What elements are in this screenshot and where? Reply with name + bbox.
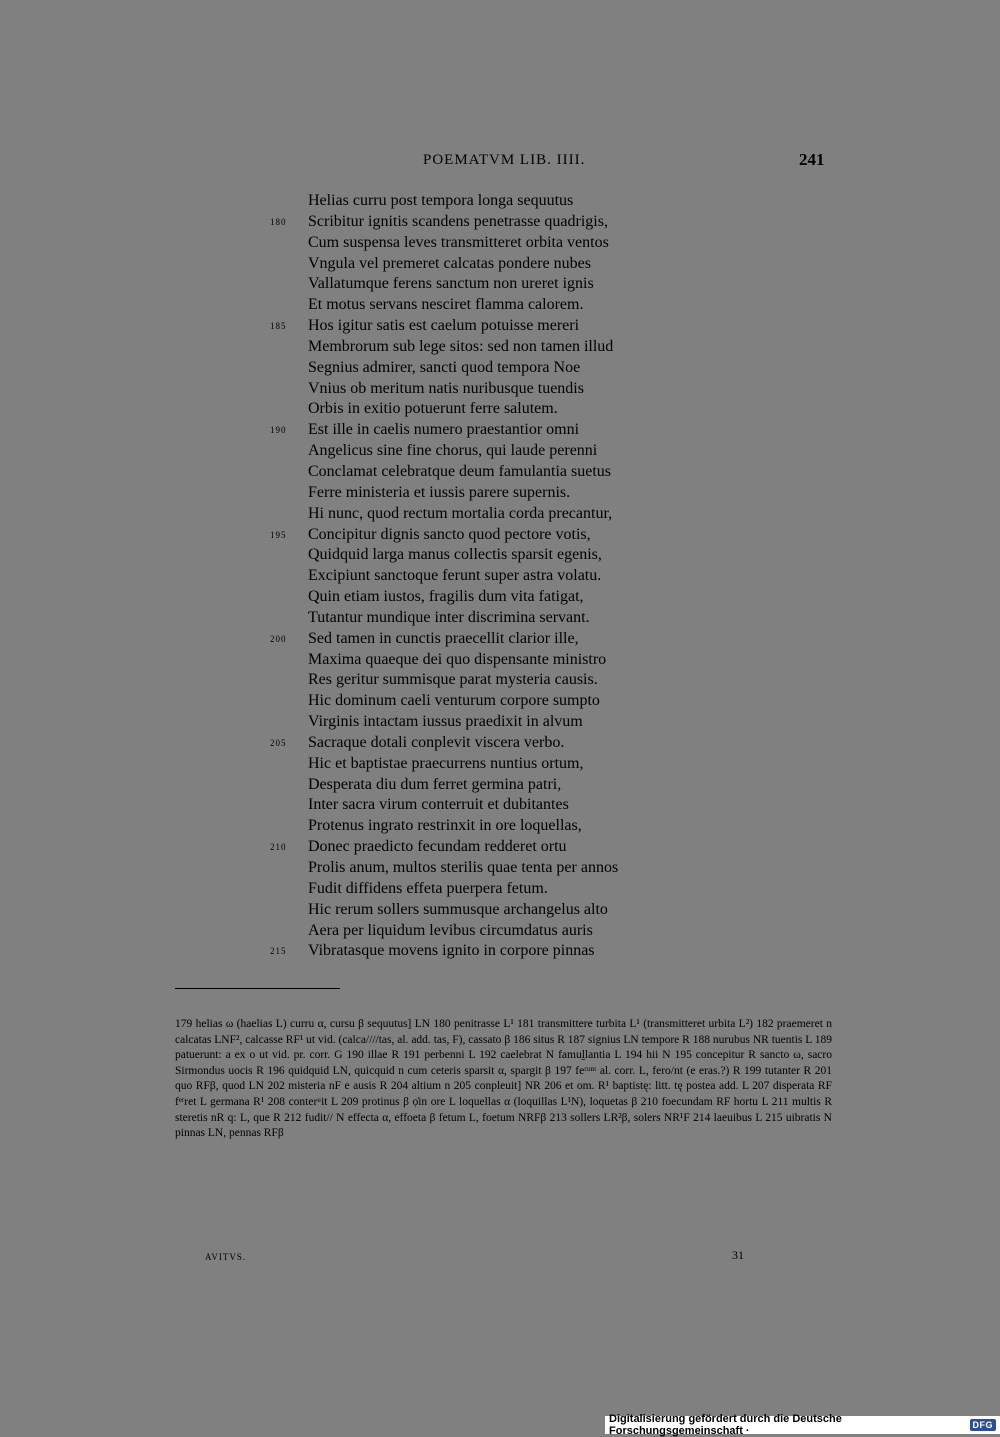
verse-line-text: Hi nunc, quod rectum mortalia corda precantur, — [308, 504, 613, 522]
verse-line — [0, 566, 1000, 587]
verse-line — [0, 545, 1000, 566]
verse-line — [0, 420, 1000, 441]
verse-line-text: Quin etiam iustos, fragilis dum vita fatigat, — [308, 588, 584, 606]
credit-text: Digitalisierung gefördert durch die Deutsche Forschungsgemeinschaft · — [609, 1413, 842, 1437]
verse-line — [0, 858, 1000, 879]
line-number: 190 — [270, 425, 287, 436]
verse-line — [0, 921, 1000, 942]
verse-line-text: Vibratasque movens ignito in corpore pinnas — [308, 942, 595, 960]
verse-line-text: Conclamat celebratque deum famulantia suetus — [308, 462, 611, 480]
verse-line — [0, 712, 1000, 733]
verse-line — [0, 399, 1000, 420]
verse-line-text: Maxima quaeque dei quo dispensante ministro — [308, 650, 607, 668]
verse-line — [0, 775, 1000, 796]
verse-line-text: Inter sacra virum conterruit et dubitantes — [308, 796, 569, 814]
verse-line-text: Segnius admirer, sancti quod tempora Noe — [308, 358, 581, 376]
digitization-credit — [605, 1413, 1000, 1437]
verse-line-text: Membrorum sub lege sitos: sed non tamen illud — [308, 337, 614, 355]
verse-line — [0, 441, 1000, 462]
verse-line — [0, 191, 1000, 212]
line-number: 185 — [270, 321, 287, 332]
verse-line-text: Desperata diu dum ferret germina patri, — [308, 775, 562, 793]
verse-line — [0, 629, 1000, 650]
verse-line-text: Helias curru post tempora longa sequutus — [308, 192, 574, 209]
verse-line — [0, 900, 1000, 921]
verse-line — [0, 941, 1000, 962]
verse-line — [0, 670, 1000, 691]
page-number: 241 — [799, 150, 825, 169]
verse-line-text: Hic rerum sollers summusque archangelus alto — [308, 900, 608, 918]
verse-line — [0, 254, 1000, 275]
verse-line-text: Fudit diffidens effeta puerpera fetum. — [308, 879, 548, 897]
verse-line — [0, 837, 1000, 858]
footnote-divider — [175, 988, 340, 989]
verse-line-text: Vallatumque ferens sanctum non ureret ignis — [308, 275, 594, 293]
verse-line-text: Tutantur mundique inter discrimina servant. — [308, 608, 590, 626]
verse-line — [0, 587, 1000, 608]
verse-line — [0, 650, 1000, 671]
line-number: 200 — [270, 633, 287, 644]
verse-line-text: Donec praedicto fecundam redderet ortu — [308, 838, 567, 856]
dfg-logo: DFG — [970, 1419, 997, 1431]
line-number: 205 — [270, 737, 287, 748]
verse-line-text: Ferre ministeria et iussis parere supernis. — [308, 483, 571, 501]
verse-line — [0, 274, 1000, 295]
verse-line — [0, 316, 1000, 337]
verse-text — [0, 191, 1000, 962]
verse-line-text: Excipiunt sanctoque ferunt super astra volatu. — [308, 567, 602, 585]
verse-line — [0, 462, 1000, 483]
verse-line — [0, 358, 1000, 379]
verse-line-text: Vngula vel premeret calcatas pondere nubes — [308, 254, 591, 272]
author-signature: AVITVS. — [205, 1252, 247, 1262]
verse-line — [0, 525, 1000, 546]
verse-line-text: Aera per liquidum levibus circumdatus auris — [308, 921, 593, 939]
line-number: 180 — [270, 216, 287, 227]
verse-line — [0, 233, 1000, 254]
verse-line-text: Angelicus sine fine chorus, qui laude perenni — [308, 442, 598, 460]
line-number: 195 — [270, 529, 287, 540]
verse-line — [0, 295, 1000, 316]
verse-line — [0, 483, 1000, 504]
gathering-signature: 31 — [732, 1248, 744, 1262]
verse-line-text: Cum suspensa leves transmitteret orbita ventos — [308, 233, 609, 251]
page-footer — [0, 1248, 1000, 1268]
verse-line-text: Hic dominum caeli venturum corpore sumpto — [308, 692, 600, 710]
running-head: POEMATVM LIB. IIII. — [423, 152, 586, 168]
verse-line — [0, 608, 1000, 629]
verse-line — [0, 754, 1000, 775]
verse-line — [0, 733, 1000, 754]
verse-line-text: Sacraque dotali conplevit viscera verbo. — [308, 733, 565, 751]
verse-line — [0, 691, 1000, 712]
line-number: 210 — [270, 842, 287, 853]
verse-line-text: Prolis anum, multos sterilis quae tenta per annos — [308, 859, 619, 876]
line-number: 215 — [270, 946, 287, 957]
verse-line-text: Scribitur ignitis scandens penetrasse quadrigis, — [308, 212, 608, 230]
page-header — [0, 148, 1000, 174]
verse-line-text: Protenus ingrato restrinxit in ore loquellas, — [308, 817, 582, 835]
verse-line-text: Hos igitur satis est caelum potuisse mereri — [308, 317, 580, 335]
verse-line — [0, 212, 1000, 233]
verse-line — [0, 795, 1000, 816]
verse-line — [0, 504, 1000, 525]
verse-line-text: Res geritur summisque parat mysteria causis. — [308, 671, 598, 689]
critical-apparatus: 179 helias ω (haelias L) curru α, cursu β sequutus] LN 180 penitrasse L¹ 181 transmittere turbita L¹ (transmitteret urbita L²) 182 praemeret n calcatas LNF², calcasse RF¹ ut vid. (calca////tas, al. add. tas, F), cassato β 186 situs R 187 signius LN tempore R 188 nurubus NR tuentis L 189 patuerunt: a ex o ut vid. pr. corr. G 190 illae R 191 perbenni L 192 caelebrat N famuḻlantia L 194 hii N 195 concepitur R sancto ω, sacro Sirmondus uocis R 196 quidquid LN, quicquid n cum ceteris sparsit α, spargit β 197 feʳᵘⁿᵗ al. corr. L, fero/nt (e eras.?) R 199 tutanter R 201 quo RFβ, quod LN 202 misteria nF e ausis R 204 altium n 205 conpleuit] NR 206 et om. R¹ baptistę: litt. tę postea add. L 207 disperata RF fᵉʳret L germana R¹ 208 conterᵘit L 209 protinus β ọ̇in ore L loquellas α (loquillas L¹N), loquetas β 210 foecundam RF hortu L 211 multis R steretis nR q: L, que R 212 fudit// N effecta α, effoeta β fetum L, foetum NRFβ 213 sollers LR²β, solers NR¹F 214 laeuibus L 215 uibratis N pinnas LN, pennas RFβ — [175, 1018, 832, 1140]
verse-line-text: Est ille in caelis numero praestantior omni — [308, 421, 580, 439]
verse-line-text: Hic et baptistae praecurrens nuntius ortum, — [308, 754, 584, 772]
verse-line — [0, 879, 1000, 900]
verse-line — [0, 337, 1000, 358]
verse-line-text: Quidquid larga manus collectis sparsit egenis, — [308, 546, 602, 564]
verse-line-text: Orbis in exitio potuerunt ferre salutem. — [308, 400, 558, 418]
verse-line — [0, 816, 1000, 837]
verse-line-text: Et motus servans nesciret flamma calorem. — [308, 296, 584, 314]
verse-line — [0, 379, 1000, 400]
verse-line-text: Virginis intactam iussus praedixit in alvum — [308, 713, 583, 731]
verse-line-text: Vnius ob meritum natis nuribusque tuendis — [308, 379, 584, 397]
verse-line-text: Sed tamen in cunctis praecellit clarior ille, — [308, 629, 579, 647]
verse-line-text: Concipitur dignis sancto quod pectore votis, — [308, 525, 591, 543]
